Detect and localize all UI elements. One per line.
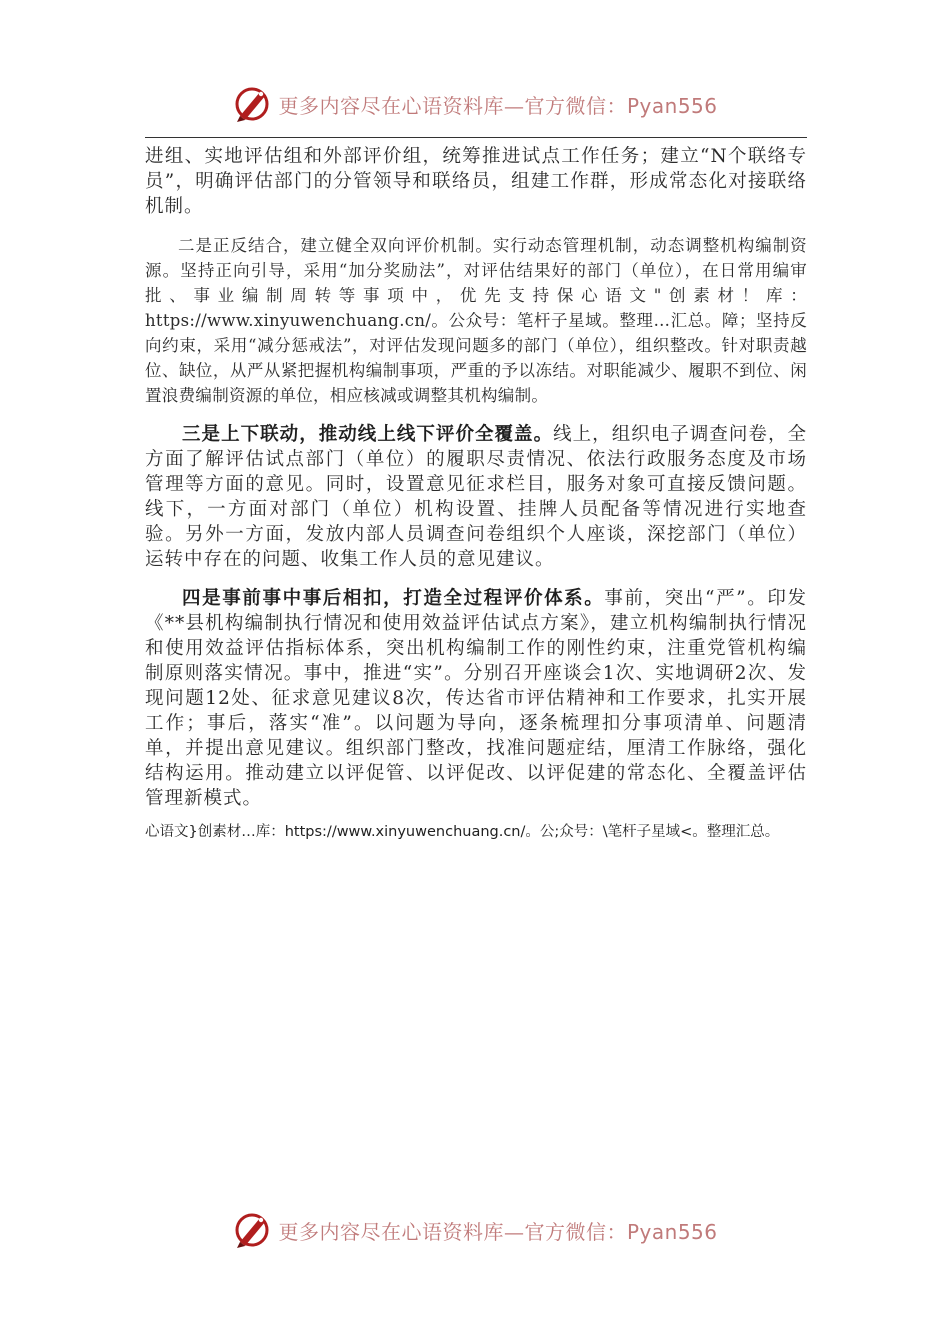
- pen-logo-icon: [232, 1210, 272, 1250]
- footer-wechat-id: Pyan556: [626, 1219, 718, 1244]
- header-banner: [0, 82, 950, 126]
- paragraph-four-heading: 四是事前事中事后相扣，打造全过程评价体系。: [182, 588, 605, 609]
- paragraph-two: 二是正反结合，建立健全双向评价机制。实行动态管理机制，动态调整机构编制资源。坚持正向引导，采用“加分奖励法”，对评估结果好的部门（单位），在日常用编审批、事业编制周转等事项中，优先支持保心语文"创素材！库：https://www.xinyuwenchuang.cn/。公众号：笔杆子星域。整理…汇总。障；坚持反向约束，采用“减分惩戒法”，对评估发现问题多的部门（单位），组织整改。针对职责越位、缺位，从严从紧把握机构编制事项，严重的予以冻结。对职能减少、履职不到位、闲置浪费编制资源的单位，相应核减或调整其机构编制。: [145, 236, 807, 405]
- header-banner-label: 更多内容尽在心语资料库—官方微信：: [278, 93, 627, 118]
- paragraph-three: [145, 422, 807, 572]
- header-divider: [145, 137, 807, 138]
- footnote-watermark-text: 心语文}创素材…库：https://www.xinyuwenchuang.cn/。公;众号：\笔杆子星域<。整理汇总。: [145, 824, 780, 840]
- paragraph-continued: 进组、实地评估组和外部评价组，统筹推进试点工作任务；建立“N个联络专员”，明确评估部门的分管领导和联络员，组建工作群，形成常态化对接联络机制。: [145, 146, 807, 217]
- footer-banner-text: [278, 1216, 717, 1245]
- header-banner-text: [278, 90, 717, 119]
- header-wechat-id: Pyan556: [626, 93, 718, 118]
- footer-banner: [0, 1208, 950, 1252]
- footer-banner-label: 更多内容尽在心语资料库—官方微信：: [278, 1219, 627, 1244]
- document-body: [145, 144, 807, 843]
- paragraph-three-text: 线上，组织电子调查问卷，全方面了解评估试点部门（单位）的履职尽责情况、依法行政服务态度及市场管理等方面的意见。同时，设置意见征求栏目，服务对象可直接反馈问题。线下，一方面对部门（单位）机构设置、挂牌人员配备等情况进行实地查验。另外一方面，发放内部人员调查问卷组织个人座谈，深挖部门（单位）运转中存在的问题、收集工作人员的意见建议。: [145, 424, 807, 570]
- paragraph-three-heading: 三是上下联动，推动线上线下评价全覆盖。: [182, 424, 554, 445]
- pen-logo-icon: [232, 84, 272, 124]
- paragraph-four: [145, 586, 807, 811]
- paragraph-four-text: 事前，突出“严”。印发《**县机构编制执行情况和使用效益评估试点方案》，建立机构编制执行情况和使用效益评估指标体系，突出机构编制工作的刚性约束，注重党管机构编制原则落实情况。事中，推进“实”。分别召开座谈会1次、实地调研2次、发现问题12处、征求意见建议8次，传达省市评估精神和工作要求，扎实开展工作；事后，落实“准”。以问题为导向，逐条梳理扣分事项清单、问题清单，并提出意见建议。组织部门整改，找准问题症结，厘清工作脉络，强化结构运用。推动建立以评促管、以评促改、以评促建的常态化、全覆盖评估管理新模式。: [145, 588, 807, 809]
